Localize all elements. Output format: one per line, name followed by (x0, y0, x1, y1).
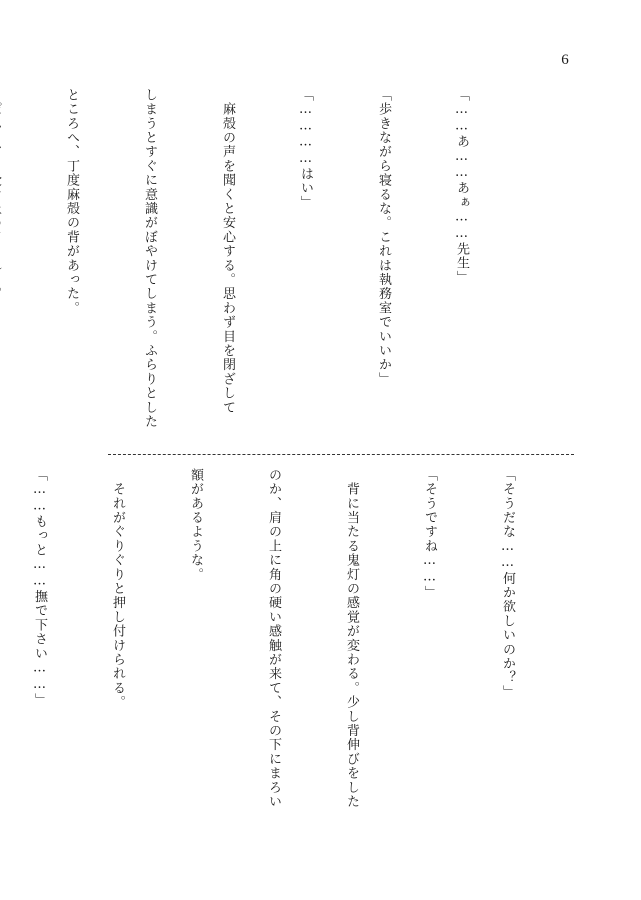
text-line: 「そうだな……何か欲しいのか？」 (500, 468, 515, 700)
text-line: 「歩きながら寝るな。これは執務室でいいか」 (376, 88, 391, 387)
text-line: ところへ、丁度麻殻の背があった。 (64, 88, 79, 316)
text-line: 背に当たる鬼灯の感覚が変わる。少し背伸びをした (344, 468, 359, 809)
text-line: 「…………はい」 (298, 88, 313, 210)
bottom-text-block (32, 468, 572, 828)
text-line: しまうとすぐに意識がぼやけてしまう。ふらりとした (142, 88, 157, 429)
text-line: のか、肩の上に角の硬い感触が来て、その下にまろい (266, 468, 281, 809)
text-line: 「そうですね……」 (422, 468, 437, 600)
text-line: 麻殻の声を聞くと安心する。思わず目を閉ざして (220, 88, 235, 415)
top-text-block (64, 88, 526, 448)
text-line: 額があるような。 (188, 468, 203, 582)
text-line: それがぐりぐりと押し付けられる。 (110, 468, 125, 710)
text-line: 「……もっと……撫で下さい……」 (32, 468, 47, 708)
page-number: 6 (561, 52, 569, 68)
section-divider (108, 454, 574, 455)
text-line (0, 88, 6, 448)
text-line: 「……あ……あぁ……先生」 (454, 88, 469, 285)
